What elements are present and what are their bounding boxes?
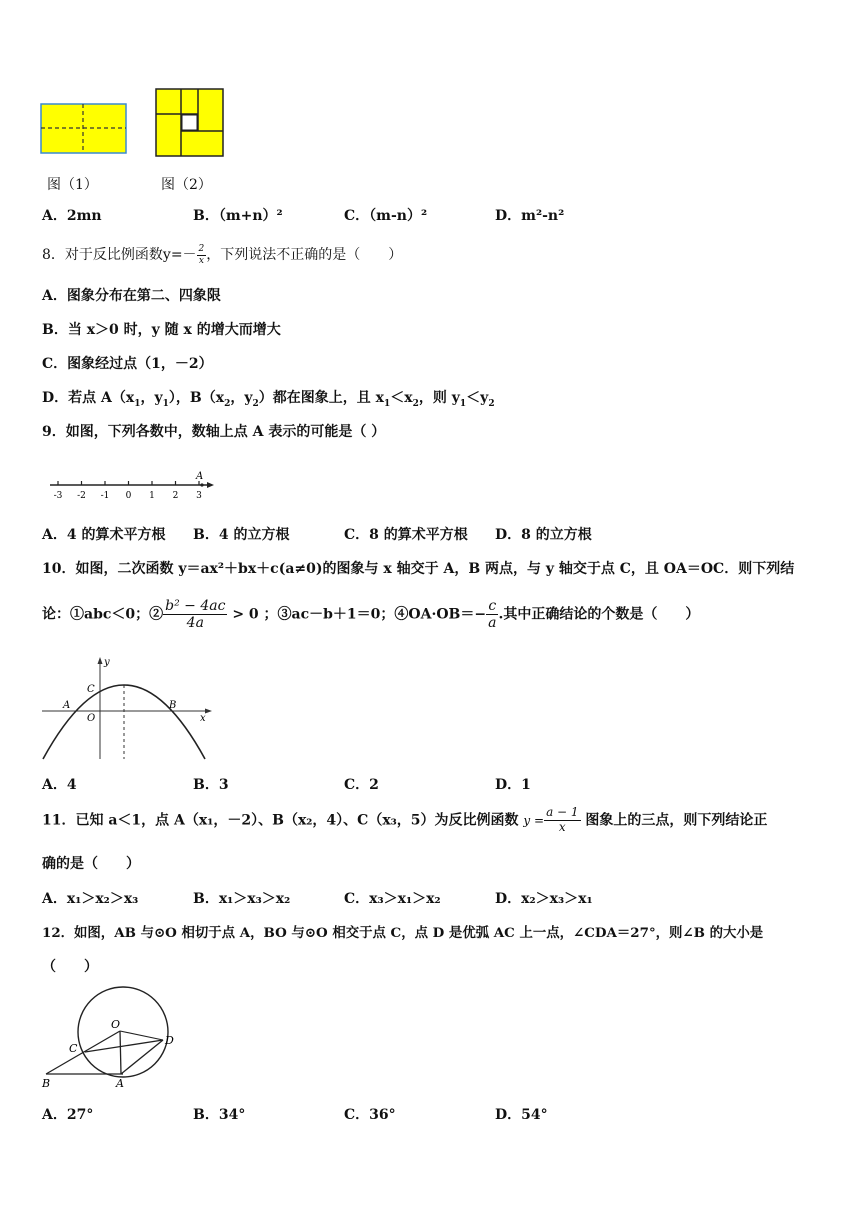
q12-c-label: C (69, 1042, 78, 1055)
figure-2-caption: 图（2） (161, 177, 212, 193)
q9-option-c: C．8 的算术平方根 (344, 527, 468, 543)
q9-tick-label: 2 (172, 491, 179, 501)
q10-fraction-1: $\frac{\text{b² − 4ac}}{4a}$ (165, 598, 226, 632)
q11-option-d: D．x₂＞x₃＞x₁ (495, 891, 593, 907)
q7-option-c: C．（m-n）² (344, 208, 428, 224)
q11-option-b: B．x₁＞x₃＞x₂ (193, 891, 291, 907)
q10-stem: 10．如图，二次函数 y＝ax²＋bx＋c(a≠0)的图象与 x 轴交于 A，B 两点，与 y 轴交于点 C，且 OA＝OC．则下列结 (42, 561, 795, 577)
q12-o-label: O (111, 1018, 121, 1031)
q7-option-b: B．（m+n）² (193, 208, 283, 224)
q8-option-c: C．图象经过点（1，－2） (42, 356, 213, 372)
q10-y-label: y (104, 657, 110, 668)
q9-tick-label: 0 (125, 491, 132, 501)
q12-b-label: B (42, 1077, 51, 1090)
q10-fraction-2: $\frac{c}{a}$ (488, 598, 497, 632)
q11-stem-line-2: 确的是（ ） (42, 856, 140, 872)
q10-option-b: B．3 (193, 777, 229, 793)
q10-a-label: A (63, 700, 71, 711)
q10-x-label: x (200, 713, 206, 724)
q9-tick-label: 1 (149, 491, 155, 501)
q8-option-a: A．图象分布在第二、四象限 (42, 288, 221, 304)
q8-option-d: D．若点 $A(x_1$，$y_1$），$B(x_2$，$y_2$）都在图象上，且 $x_1<x_2$，则 $y_1<y_2$ (42, 390, 495, 409)
q10-o-label: O (87, 713, 96, 724)
q12-circle-figure (40, 985, 190, 1090)
q12-stem-line-2: （ ） (42, 959, 98, 975)
q12-a-label: A (116, 1077, 124, 1090)
q12-option-a: A．27° (42, 1107, 94, 1123)
q8-option-b: B．当 x＞0 时，y 随 x 的增大而增大 (42, 322, 281, 338)
q11-option-c: C．x₃＞x₁＞x₂ (344, 891, 441, 907)
q9-option-b: B．4 的立方根 (193, 527, 290, 543)
q11-option-a: A．x₁＞x₂＞x₃ (42, 891, 139, 907)
q12-option-b: B．34° (193, 1107, 246, 1123)
q10-b-label: B (169, 700, 177, 711)
q9-point-a-label: A (196, 471, 204, 482)
q12-option-c: C．36° (344, 1107, 396, 1123)
q9-stem: 9．如图，下列各数中，数轴上点 A 表示的可能是（ ） (42, 424, 386, 440)
q12-stem: 12．如图，AB 与⊙O 相切于点 A，BO 与⊙O 相交于点 C，点 D 是优弧 AC 上一点，∠CDA＝27°，则∠B 的大小是 (42, 925, 764, 941)
q9-number-line (48, 468, 218, 504)
q9-option-d: D．8 的立方根 (495, 527, 592, 543)
q10-conclusions: 论：①abc＜0；② $\frac{\text{b² − 4ac}}{4a}$ > 0 ；③ac－b＋1＝0；④OA·OB＝− $\frac{c}{a}$ .其中正确结论的个数是（ ） (42, 598, 700, 632)
q10-c-label: C (87, 684, 95, 695)
q9-tick-label: -3 (53, 491, 63, 501)
q10-option-c: C．2 (344, 777, 379, 793)
q9-point-a (200, 483, 203, 486)
q8-fraction: $\frac{2}{x}$ (198, 244, 205, 266)
q7-option-a: A．2mn (42, 208, 102, 224)
q9-tick-label: -2 (77, 491, 86, 501)
q11-fraction: $\frac{a - 1}{x}$ (546, 805, 579, 834)
q7-option-d: D．m²-n² (495, 208, 565, 224)
figure-2-square (155, 88, 225, 158)
q9-tick-label: 3 (196, 491, 202, 501)
q12-d-label: D (165, 1034, 174, 1047)
q8-stem: 8．对于反比例函数y=－ $\frac{2}{x}$ ，下列说法不正确的是（ ） (42, 244, 403, 266)
q12-option-d: D．54° (495, 1107, 548, 1123)
q9-option-a: A．4 的算术平方根 (42, 527, 166, 543)
q11-stem: 11．已知 a＜1，点 A（x₁，－2）、B（x₂，4）、C（x₃，5）为反比例函数 y = $\frac{a - 1}{x}$ 图象上的三点，则下列结论正 (42, 805, 768, 834)
figure-1-caption: 图（1） (47, 177, 98, 193)
q9-tick-label: -1 (100, 491, 110, 501)
q10-option-a: A．4 (42, 777, 77, 793)
q10-option-d: D．1 (495, 777, 531, 793)
q10-parabola-graph (40, 655, 215, 760)
figure-1-rectangle (40, 103, 128, 155)
